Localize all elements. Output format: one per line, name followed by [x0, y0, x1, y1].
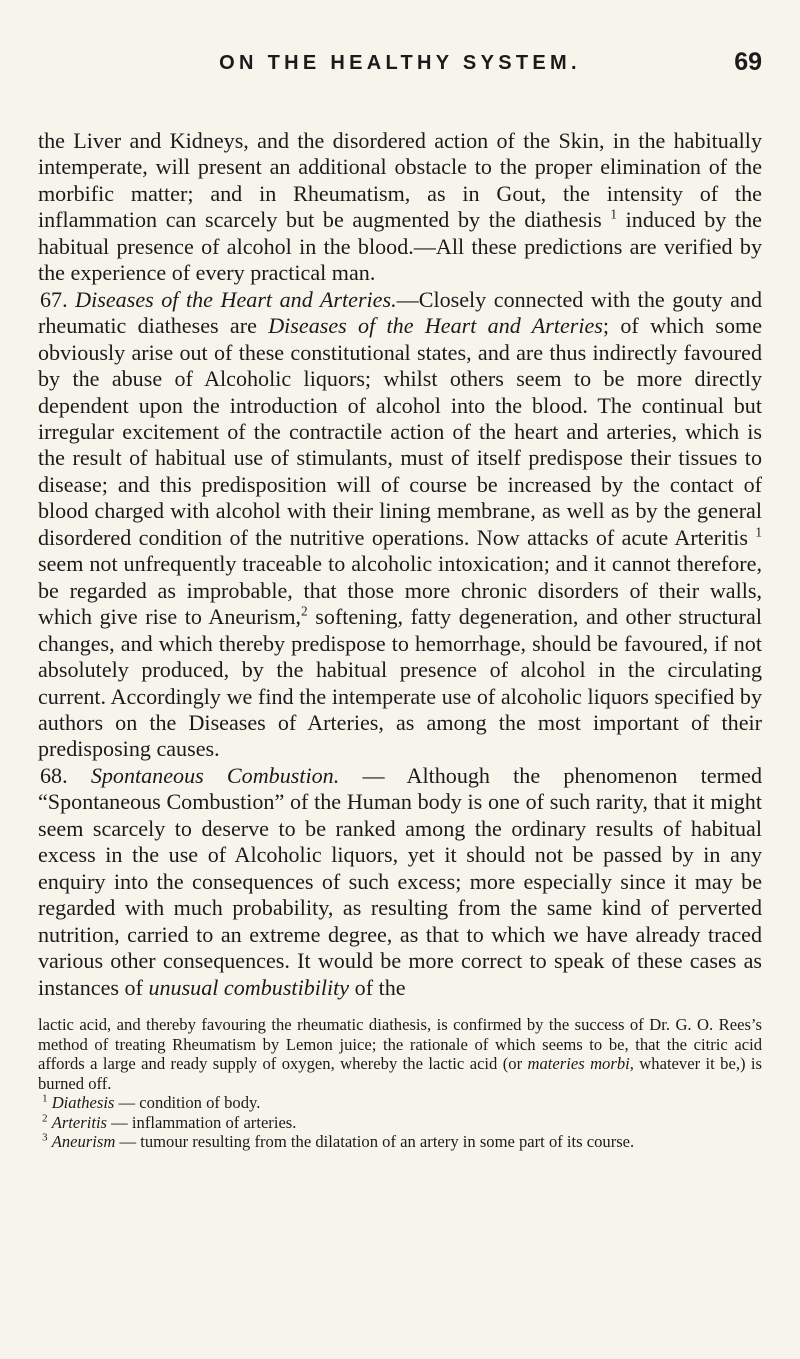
text-run: ; of which some obviously arise out of these constitutional states, and are thus indirectly favoured by the abuse of Alcoholic liquors; whilst others seem to be more directly dependent upon the introduction of alcohol into the blood. The continual but irregular excitement of the contractile action of the heart and arteries, which is the result of habitual use of stimulants, must of itself predispose their tissues to disease; and this predisposition will of course be increased by the contact of blood charged with alcohol with their lining membrane, as well as by the general disordered condition of the nutritive operations. Now attacks of acute Arteritis: [38, 313, 763, 550]
footnote-item: [38, 1093, 762, 1113]
footnote-continuation: [38, 1015, 762, 1093]
paragraph-number: 68.: [40, 762, 91, 788]
footnote-term: Diathesis: [51, 1093, 115, 1113]
book-page: [38, 46, 762, 1152]
footnote-number: 3: [42, 1131, 48, 1144]
text-run: lactic acid, and thereby favouring the rheumatic diathesis, is confirmed by the success of Dr. G. O. Rees’s method of treating Rheumatism by Lemon juice; the rationale of which seems to be, that the citric acid affords a large and ready supply of oxygen, whereby the lactic acid (or: [38, 1014, 762, 1074]
running-title: ON THE HEALTHY SYSTEM.: [219, 52, 581, 74]
italic-run: Diseases of the Heart and Arteries: [268, 313, 603, 339]
footnote-text: — condition of body.: [114, 1093, 261, 1113]
footnote-marker: 2: [301, 603, 308, 619]
body-text: [38, 128, 762, 1001]
text-run: , whatever it be,) is burned off.: [38, 1054, 762, 1093]
footnote-term: Aneurism: [51, 1132, 116, 1152]
footnote-item: [38, 1113, 762, 1133]
footnote-text: — tumour resulting from the dilatation of an artery in some part of its course.: [115, 1132, 635, 1152]
paragraph-continuation: [38, 128, 762, 287]
footnote-marker: 1: [755, 524, 763, 540]
text-run: the Liver and Kidneys, and the disordered action of the Skin, in the habitually intemperate, will present an additional obstacle to the proper elimination of the morbific matter; and in Rheumatism, as in Gout, the intensity of the inflammation can scarcely but be augmented by the diathesis: [38, 128, 762, 233]
paragraph-68: [38, 763, 762, 1001]
paragraph-number: 67.: [40, 286, 76, 312]
footnote-marker: 1: [610, 207, 617, 222]
text-run: — Although the phenomenon termed “Spontaneous Combustion” of the Human body is one of such rarity, that it might seem scarcely to deserve to be ranked among the ordinary results of habitual excess in the use of Alcoholic liquors, yet it should not be passed by in any enquiry into the consequences of such excess; more especially since it may be regarded with much probability, as resulting from the same kind of perverted nutrition, carried to an extreme degree, as that to which we have already traced various other consequences. It would be more correct to speak of these cases as instances of: [38, 762, 763, 1000]
text-run: —Closely connected with the gouty and rheumatic diatheses are: [38, 286, 762, 339]
page-number: 69: [734, 48, 762, 76]
running-head: [38, 46, 762, 82]
footnotes: [38, 1015, 762, 1152]
text-run: seem not unfrequently traceable to alcoholic intoxication; and it cannot therefore, be regarded as improbable, that those more chronic disorders of their walls, which give rise to Aneurism,: [38, 551, 762, 630]
footnote-item: [38, 1132, 762, 1152]
footnote-text: — inflammation of arteries.: [107, 1112, 297, 1132]
italic-run: materies morbi: [527, 1054, 630, 1074]
footnote-number: 1: [42, 1092, 48, 1105]
paragraph-heading: Diseases of the Heart and Arteries.: [75, 286, 397, 312]
text-run: induced by the habitual presence of alcohol in the blood.—All these predictions are verified by the experience of every practical man.: [38, 207, 762, 286]
paragraph-heading: Spontaneous Combustion.: [90, 762, 340, 788]
text-run: of the: [349, 974, 406, 1000]
italic-run: unusual combustibility: [148, 974, 350, 1000]
paragraph-67: [38, 287, 762, 763]
footnote-term: Arteritis: [51, 1112, 108, 1132]
footnote-number: 2: [42, 1112, 48, 1125]
text-run: softening, fatty degeneration, and other structural changes, and which thereby predispose to hemorrhage, should be favoured, if not absolutely produced, by the habitual presence of alcohol in the circulating current. Accordingly we find the intemperate use of alcoholic liquors specified by authors on the Diseases of Arteries, as among the most important of their predisposing causes.: [38, 604, 762, 762]
